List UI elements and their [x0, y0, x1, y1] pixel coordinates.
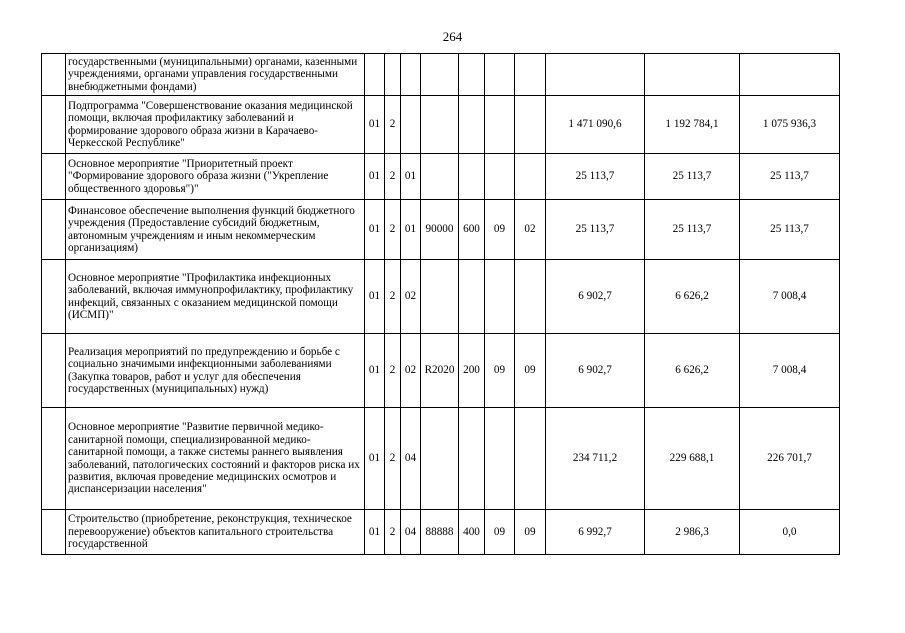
code-program — [365, 54, 385, 96]
amount-year-1: 6 992,7 — [546, 510, 645, 555]
row-number-cell — [42, 260, 66, 334]
item-name: Подпрограмма "Совершенствование оказания медицинской помощи, включая профилактику заболеваний и формирование здорового образа жизни в Карачаево-Черкесской Республике" — [66, 96, 365, 154]
amount-year-3: 226 701,7 — [740, 408, 840, 510]
code-subsection — [515, 96, 546, 154]
code-expense-type: 200 — [459, 334, 485, 408]
amount-year-3: 0,0 — [740, 510, 840, 555]
code-subprogram: 2 — [385, 154, 401, 200]
amount-year-3: 7 008,4 — [740, 334, 840, 408]
code-direction — [421, 408, 459, 510]
code-activity: 04 — [401, 510, 421, 555]
table-row — [42, 200, 840, 260]
amount-year-2: 25 113,7 — [645, 200, 740, 260]
code-subprogram: 2 — [385, 334, 401, 408]
code-subprogram: 2 — [385, 408, 401, 510]
code-program: 01 — [365, 334, 385, 408]
amount-year-1: 234 711,2 — [546, 408, 645, 510]
row-number-cell — [42, 200, 66, 260]
table-row — [42, 154, 840, 200]
code-activity — [401, 96, 421, 154]
code-subsection — [515, 408, 546, 510]
code-section: 09 — [485, 200, 515, 260]
code-direction: 88888 — [421, 510, 459, 555]
code-direction: 90000 — [421, 200, 459, 260]
code-activity — [401, 54, 421, 96]
amount-year-2: 6 626,2 — [645, 260, 740, 334]
code-activity: 02 — [401, 260, 421, 334]
item-name: Финансовое обеспечение выполнения функций бюджетного учреждения (Предоставление субсидий бюджетным, автономным учреждениям и иным некоммерческим организациям) — [66, 200, 365, 260]
code-direction — [421, 260, 459, 334]
budget-table — [41, 53, 840, 555]
code-program: 01 — [365, 260, 385, 334]
code-activity: 04 — [401, 408, 421, 510]
item-name: Основное мероприятие "Профилактика инфекционных заболеваний, включая иммунопрофилактику, профилактику инфекций, связанных с оказанием медицинской помощи (ИСМП)" — [66, 260, 365, 334]
row-number-cell — [42, 334, 66, 408]
code-program: 01 — [365, 408, 385, 510]
code-subsection — [515, 54, 546, 96]
table-row — [42, 408, 840, 510]
code-activity: 01 — [401, 200, 421, 260]
amount-year-3: 1 075 936,3 — [740, 96, 840, 154]
item-name: Основное мероприятие "Развитие первичной медико-санитарной помощи, специализированной медико-санитарной помощи, а также системы раннего выявления заболеваний, патологических состояний и факторов риска их развития, включая проведение медицинских осмотров и диспансеризации населения" — [66, 408, 365, 510]
code-expense-type — [459, 408, 485, 510]
amount-year-1: 25 113,7 — [546, 200, 645, 260]
code-subsection — [515, 260, 546, 334]
item-name: Основное мероприятие "Приоритетный проект "Формирование здорового образа жизни ("Укрепление общественного здоровья")" — [66, 154, 365, 200]
code-program: 01 — [365, 200, 385, 260]
amount-year-3: 25 113,7 — [740, 154, 840, 200]
code-subsection — [515, 154, 546, 200]
code-expense-type — [459, 260, 485, 334]
code-subsection: 02 — [515, 200, 546, 260]
code-section: 09 — [485, 334, 515, 408]
table-row — [42, 96, 840, 154]
amount-year-2: 229 688,1 — [645, 408, 740, 510]
code-section — [485, 154, 515, 200]
code-expense-type: 600 — [459, 200, 485, 260]
amount-year-1: 25 113,7 — [546, 154, 645, 200]
amount-year-1: 1 471 090,6 — [546, 96, 645, 154]
amount-year-2: 6 626,2 — [645, 334, 740, 408]
amount-year-3: 25 113,7 — [740, 200, 840, 260]
row-number-cell — [42, 54, 66, 96]
code-subsection: 09 — [515, 334, 546, 408]
table-row — [42, 334, 840, 408]
item-name: Строительство (приобретение, реконструкция, техническое перевооружение) объектов капитального строительства государственной — [66, 510, 365, 555]
amount-year-1 — [546, 54, 645, 96]
code-section — [485, 96, 515, 154]
row-number-cell — [42, 408, 66, 510]
row-number-cell — [42, 96, 66, 154]
code-direction — [421, 54, 459, 96]
amount-year-3 — [740, 54, 840, 96]
code-subprogram — [385, 54, 401, 96]
table-row — [42, 510, 840, 555]
code-activity: 01 — [401, 154, 421, 200]
code-direction: R2020 — [421, 334, 459, 408]
item-name: Реализация мероприятий по предупреждению и борьбе с социально значимыми инфекционными заболеваниями (Закупка товаров, работ и услуг для обеспечения государственных (муниципальных) нужд) — [66, 334, 365, 408]
code-section: 09 — [485, 510, 515, 555]
amount-year-2: 1 192 784,1 — [645, 96, 740, 154]
code-activity: 02 — [401, 334, 421, 408]
code-expense-type — [459, 96, 485, 154]
code-direction — [421, 154, 459, 200]
code-subprogram: 2 — [385, 260, 401, 334]
table-row — [42, 260, 840, 334]
code-program: 01 — [365, 154, 385, 200]
row-number-cell — [42, 154, 66, 200]
amount-year-2: 25 113,7 — [645, 154, 740, 200]
code-program: 01 — [365, 96, 385, 154]
code-expense-type: 400 — [459, 510, 485, 555]
code-section — [485, 54, 515, 96]
amount-year-3: 7 008,4 — [740, 260, 840, 334]
amount-year-2 — [645, 54, 740, 96]
row-number-cell — [42, 510, 66, 555]
code-program: 01 — [365, 510, 385, 555]
code-expense-type — [459, 54, 485, 96]
page-number: 264 — [442, 29, 463, 44]
amount-year-1: 6 902,7 — [546, 260, 645, 334]
code-section — [485, 408, 515, 510]
table-row — [42, 54, 840, 96]
code-subprogram: 2 — [385, 96, 401, 154]
amount-year-1: 6 902,7 — [546, 334, 645, 408]
code-subsection: 09 — [515, 510, 546, 555]
code-subprogram: 2 — [385, 510, 401, 555]
code-direction — [421, 96, 459, 154]
amount-year-2: 2 986,3 — [645, 510, 740, 555]
code-expense-type — [459, 154, 485, 200]
code-section — [485, 260, 515, 334]
item-name: государственными (муниципальными) органами, казенными учреждениями, органами управления государственными внебюджетными фондами) — [66, 54, 365, 96]
code-subprogram: 2 — [385, 200, 401, 260]
